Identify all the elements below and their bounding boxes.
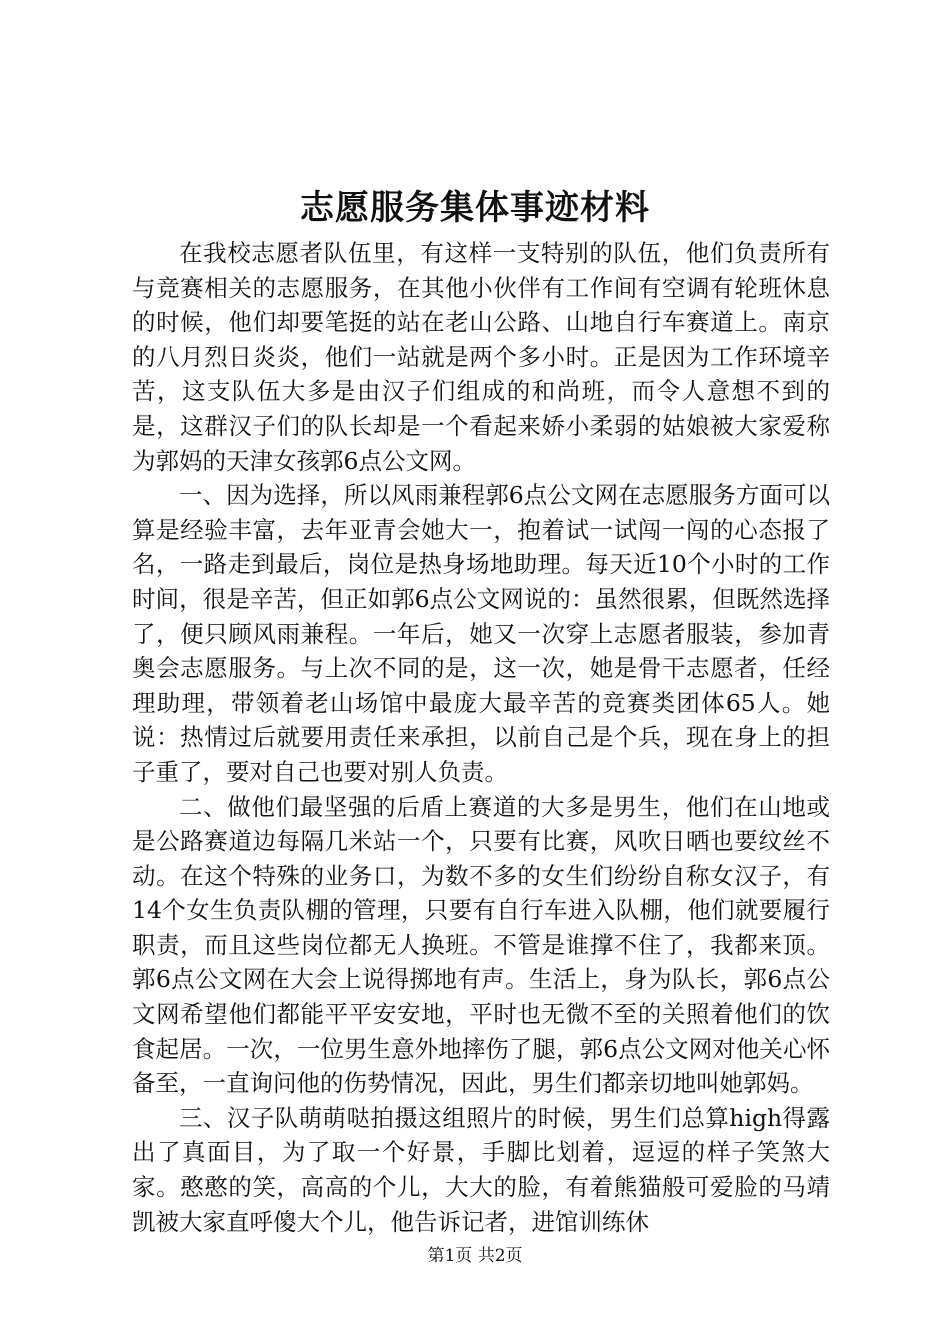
document-title: 志愿服务集体事迹材料 [300,188,650,228]
paragraph-section-1: 一、因为选择，所以风雨兼程郭6点公文网在志愿服务方面可以算是经验丰富，去年亚青会她大一，抱着试一试闯一闯的心态报了名，一路走到最后，岗位是热身场地助理。每天近10个小时的工作时间，很是辛苦，但正如郭6点公文网说的：虽然很累，但既然选择了，便只顾风雨兼程。一年后，她又一次穿上志愿者服装，参加青奥会志愿服务。与上次不同的是，这一次，她是骨干志愿者，任经理助理，带领着老山场馆中最庞大最辛苦的竞赛类团体65人。她说：热情过后就要用责任来承担，以前自己是个兵，现在身上的担子重了，要对自己也要对别人负责。 [132,481,830,786]
page-number-footer: 第1页 共2页 [427,1246,523,1266]
document-body [132,236,830,1239]
paragraph-section-3: 三、汉子队萌萌哒拍摄这组照片的时候，男生们总算high得露出了真面目，为了取一个好景，手脚比划着，逗逗的样子笑煞大家。憨憨的笑，高高的个儿，大大的脸，有着熊猫般可爱脸的马靖凯被大家直呼傻大个儿，他告诉记者，进馆训练休 [132,1103,830,1236]
paragraph-section-2: 二、做他们最坚强的后盾上赛道的大多是男生，他们在山地或是公路赛道边每隔几米站一个，只要有比赛，风吹日晒也要纹丝不动。在这个特殊的业务口，为数不多的女生们纷纷自称女汉子，有14个女生负责队棚的管理，只要有自行车进入队棚，他们就要履行职责，而且这些岗位都无人换班。不管是谁撑不住了，我都来顶。郭6点公文网在大会上说得掷地有声。生活上，身为队长，郭6点公文网希望他们都能平平安安地，平时也无微不至的关照着他们的饮食起居。一次，一位男生意外地摔伤了腿，郭6点公文网对他关心怀备至，一直询问他的伤势情况，因此，男生们都亲切地叫她郭妈。 [132,792,830,1098]
paragraph-intro: 在我校志愿者队伍里，有这样一支特别的队伍，他们负责所有与竞赛相关的志愿服务，在其他小伙伴有工作间有空调有轮班休息的时候，他们却要笔挺的站在老山公路、山地自行车赛道上。南京的八月烈日炎炎，他们一站就是两个多小时。正是因为工作环境辛苦，这支队伍大多是由汉子们组成的和尚班，而令人意想不到的是，这群汉子们的队长却是一个看起来娇小柔弱的姑娘被大家爱称为郭妈的天津女孩郭6点公文网。 [132,239,830,475]
